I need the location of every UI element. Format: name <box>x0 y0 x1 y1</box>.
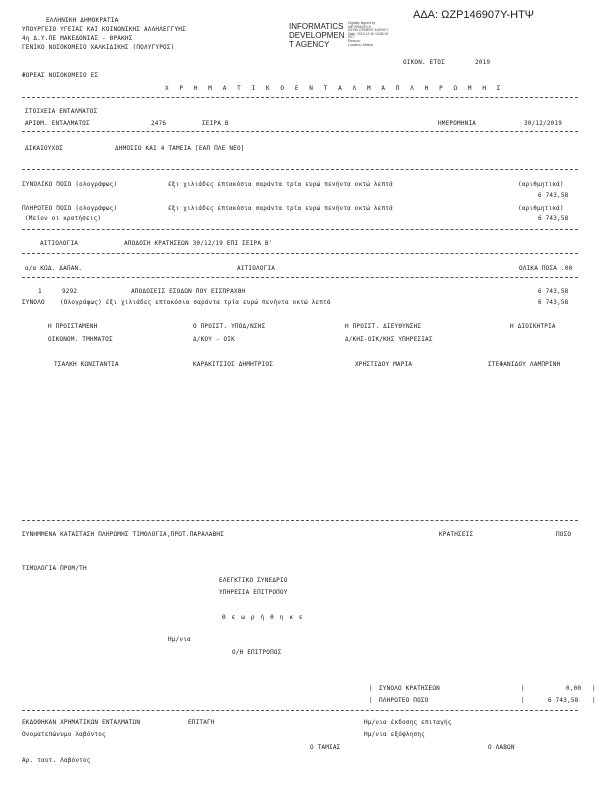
ekdosi-label: ΕΚΔΟΘΗΚΑΝ ΧΡΗΜΑΤΙΚΩΝ ΕΝΤΑΛΜΑΤΩΝ <box>22 719 141 726</box>
divider <box>22 277 578 278</box>
table-col-aitiologia: ΑΙΤΙΟΛΟΓΙΑ <box>237 265 276 272</box>
pliroteo-label: ΠΛΗΡΩΤΕΟ ΠΟΣΟ (ολογράφως) <box>22 205 118 212</box>
divider <box>22 169 578 170</box>
synolo-label: ΣΥΝΟΛΟ <box>22 299 45 306</box>
synolo-words: (Ολογράφως) έξι χιλιάδες επτακόσια σαράντα τρία ευρώ πενήντα οκτώ λεπτά <box>60 299 331 306</box>
pliroteo-box-value: 6 743,58 <box>548 697 579 704</box>
arith-value: 2476 <box>151 120 167 127</box>
dikaiouxos-value: ΔΗΜΟΣΙΟ ΚΑΙ 4 ΤΑΜΕΙΑ [ΕΑΠ ΠΛΕ ΝΕΟ] <box>115 145 245 152</box>
sign-title-1: Η ΠΡΟΙΣΤΑΜΕΝΗ <box>48 323 98 330</box>
date-label: ΗΜΕΡΟΜΗΝΙΑ <box>438 120 477 127</box>
synoliko-label: ΣΥΝΟΛΙΚΟ ΠΟΣΟ (ολογράφως) <box>22 181 118 188</box>
pliroteo-box-row: | <box>369 697 373 704</box>
kratiseis-header: ΚΡΑΤΗΣΕΙΣ <box>439 531 474 538</box>
seira: ΣΕΙΡΑ Β <box>202 120 229 127</box>
theorithike: Θ ε ω ρ ή θ η κ ε <box>222 614 304 621</box>
sign-name-2: ΚΑΡΑΚΙΤΣΙΟΣ ΔΗΜΗΤΡΙΟΣ <box>193 361 274 368</box>
oikon-etos-label: ΟΙΚΟΝ. ΕΤΟΣ <box>403 59 445 66</box>
date-value: 30/12/2019 <box>524 120 563 127</box>
dikaiouxos-label: ΔΙΚΑΙΟΥΧΟΣ <box>25 145 64 152</box>
aitiologia-value: ΑΠΟΔΟΣΗ ΚΡΑΤΗΣΕΩΝ 30/12/19 ΕΠΙ ΣΕΙΡΑ Β' <box>124 240 273 247</box>
elegktiko-synedrio: ΕΛΕΓΚΤΙΚΟ ΣΥΝΕΔΡΙΟ <box>219 577 288 584</box>
sign-name-4: ΣΤΕΦΑΝΙΔΟΥ ΛΑΜΠΡΙΝΗ <box>488 361 561 368</box>
sign-subtitle-1: ΟΙΚΟΝΟΜ. ΤΜΗΜΑΤΟΣ <box>48 336 113 343</box>
epitagi: ΕΠΙΤΑΓΗ <box>188 719 215 726</box>
hm-ekdosis-epitagis: Ημ/νια έκδοσης επιταγής <box>364 719 452 726</box>
synolo-kratiseon-label: ΣΥΝΟΛΟ ΚΡΑΤΗΣΕΩΝ <box>379 685 440 692</box>
header-line-4: ΓΕΝΙΚΟ ΝΟΣΟΚΟΜΕΙΟ ΧΑΛΚΙΔΙΚΗΣ (ΠΟΛΥΓΥΡΟΣ) <box>22 44 175 51</box>
oikon-etos-value: 2019 <box>475 59 491 66</box>
sign-title-4: Η ΔΙΟΙΚΗΤΡΙΑ <box>510 323 556 330</box>
table-col-amount: ΟΛΙΚΑ ΠΟΣΑ .00 <box>519 265 573 272</box>
pliroteo-amount: 6 743,58 <box>538 215 569 222</box>
synoliko-words: έξι χιλιάδες επτακόσια σαράντα τρία ευρώ πενήντα οκτώ λεπτά <box>168 181 393 188</box>
box-separator: | <box>592 697 596 704</box>
document-title: Χ Ρ Η Μ Α Τ Ι Κ Ο Ε Ν Τ Α Λ Μ Α Π Λ Η Ρ Ω Μ Η Σ <box>165 85 504 92</box>
table-row-desc: ΑΠΟΔΟΣΕΙΣ ΕΣΟΔΩΝ ΠΟΥ ΕΙΣΠΡΑΧΘΗ <box>131 288 246 295</box>
divider <box>22 97 578 98</box>
box-separator: | <box>592 685 596 692</box>
ada-code: ΑΔΑ: ΩΖΡ146907Υ-ΗΤΨ <box>413 9 534 21</box>
lavon: Ο ΛΑΒΩΝ <box>488 744 515 751</box>
divider <box>22 253 578 254</box>
hm-exoflisis: Ημ/νια εξόφλησης <box>364 731 425 738</box>
box-separator: | <box>521 697 525 704</box>
sign-title-2: Ο ΠΡΟΙΣΤ. ΥΠΟΔ/ΝΣΗΣ <box>193 323 266 330</box>
sign-name-1: ΤΣΑΛΚΗ ΚΩΝΣΤΑΝΤΙΑ <box>54 361 119 368</box>
ar-taut-lavontos: Αρ. ταυτ. Λαβόντος <box>22 757 91 764</box>
signature-details: Digitally signed by INFORMATICS DEVELOPMENT AGENCY Date: 2019.12.30 13:38:18 EET Reason: Location: Athens <box>348 21 389 47</box>
tamias: Ο ΤΑΜΙΑΣ <box>310 744 341 751</box>
synolo-amount: 6 743,58 <box>538 299 569 306</box>
poso-header: ΠΟΣΟ <box>556 531 572 538</box>
header-line-2: ΥΠΟΥΡΓΕΙΟ ΥΓΕΙΑΣ ΚΑΙ ΚΟΙΝΩΝΙΚΗΣ ΑΛΛΗΛΕΓΓΥΗΣ <box>22 26 186 33</box>
synoliko-amount: 6 743,58 <box>538 192 569 199</box>
box-separator: | <box>521 685 525 692</box>
stoixeia-label: ΣΤΟΙΧΕΙΑ ΕΝΤΑΛΜΑΤΟΣ <box>25 108 98 115</box>
aitiologia-label: ΑΙΤΙΟΛΟΓΙΑ <box>40 240 79 247</box>
divider <box>22 520 578 521</box>
header-line-1: ΕΛΛΗΝΙΚΗ ΔΗΜΟΚΡΑΤΙΑ <box>46 17 119 24</box>
divider <box>22 229 578 230</box>
sign-subtitle-3: Δ/ΚΗΣ-ΟΙΚ/ΚΗΣ ΥΠΗΡΕΣΙΑΣ <box>345 336 433 343</box>
hm-nia-theorisis: Ημ/νια <box>168 636 191 643</box>
table-row-kod: 9292 <box>62 288 78 295</box>
synolo-kratiseon-value: 0,00 <box>566 685 582 692</box>
onomateponymo-lavontos: Ονοματεπώνυμο λαβόντος <box>22 731 106 738</box>
pliroteo-box-label: ΠΛΗΡΩΤΕΟ ΠΟΣΟ <box>379 697 429 704</box>
synoliko-arithmitika: (αριθμητικά) <box>518 181 564 188</box>
synolo-kratiseon-row: | <box>369 685 373 692</box>
timologia: ΤΙΜΟΛΟΓΙΑ ΠΡΟΜ/ΤΗ <box>22 565 87 572</box>
signature-logo: INFORMATICS DEVELOPMEN T AGENCY <box>289 22 345 49</box>
pliroteo-arithmitika: (αριθμητικά) <box>518 205 564 212</box>
table-row-amount: 6 743,58 <box>538 288 569 295</box>
divider <box>22 710 578 711</box>
ypiresia-epitropou: ΥΠΗΡΕΣΙΑ ΕΠΙΤΡΟΠΟΥ <box>219 589 288 596</box>
epitropos: Ο/Η ΕΠΙΤΡΟΠΟΣ <box>232 649 282 656</box>
pliroteo-words: έξι χιλιάδες επτακόσια σαράντα τρία ευρώ πενήντα οκτώ λεπτά <box>168 205 393 212</box>
foreas: ΦΟΡΕΑΣ ΝΟΣΟΚΟΜΕΙΟ ΕΣ <box>22 72 99 79</box>
sign-title-3: Η ΠΡΟΙΣΤ. ΔΙΕΥΘΥΝΣΗΣ <box>345 323 422 330</box>
table-col-aa-kod: α/α ΚΩΔ. ΔΑΠΑΝ. <box>25 265 83 272</box>
header-line-3: 4η Δ.Υ.ΠΕ ΜΑΚΕΔΟΝΙΑΣ - ΘΡΑΚΗΣ <box>22 35 133 42</box>
meion-label: (Μείον οι κρατήσεις) <box>25 215 102 222</box>
table-row-aa: 1 <box>38 288 42 295</box>
arith-label: ΑΡΙΘΜ. ΕΝΤΑΛΜΑΤΟΣ <box>25 120 90 127</box>
sign-subtitle-2: Δ/ΚΟΥ - ΟΙΚ <box>193 336 235 343</box>
sign-name-3: ΧΡΗΣΤΙΔΟΥ ΜΑΡΙΑ <box>355 361 413 368</box>
synimmena: ΣΥΝΗΜΜΕΝΑ ΚΑΤΑΣΤΑΣΗ ΠΛΗΡΩΜΗΣ ΤΙΜΟΛΟΓΙΑ,ΠΡΩΤ.ΠΑΡΑΛΑΒΗΣ <box>22 531 225 538</box>
divider <box>22 131 578 132</box>
